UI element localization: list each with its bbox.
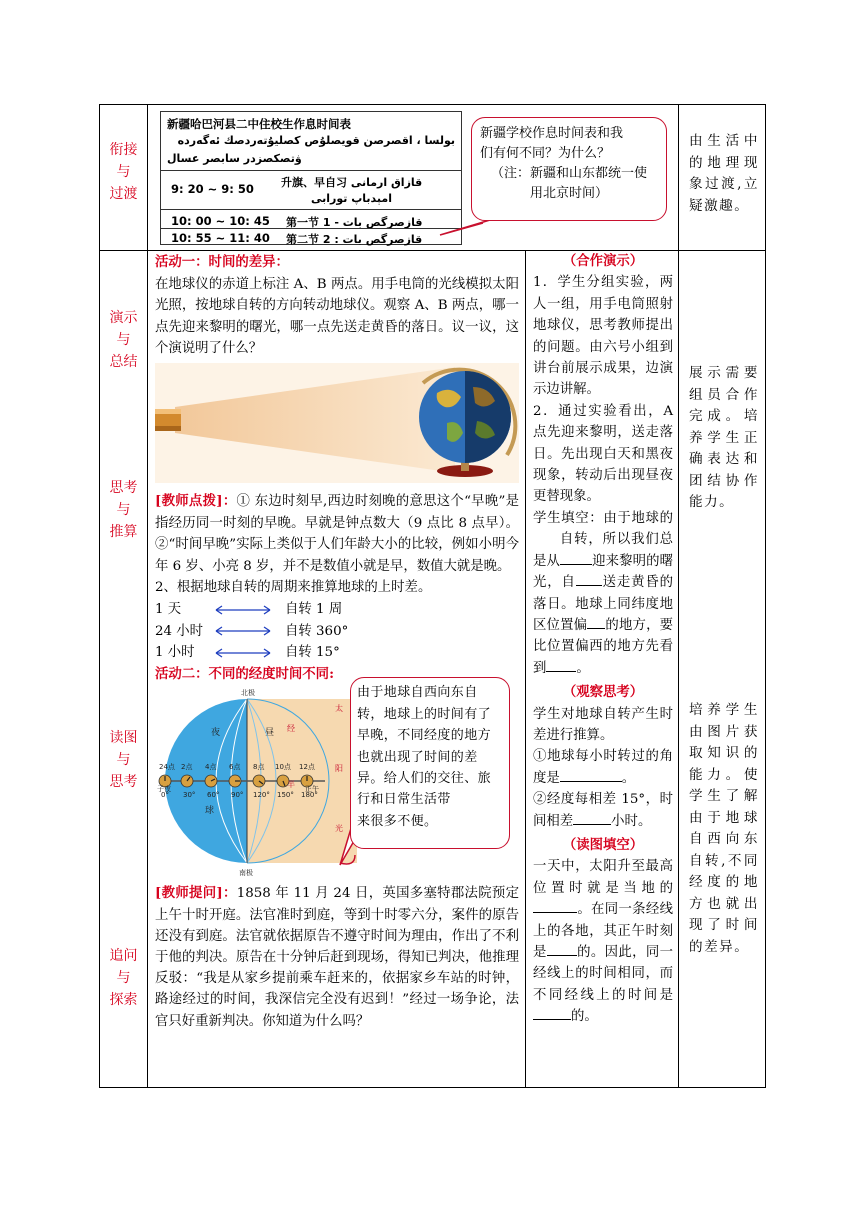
diagram-lon-3: 90°: [231, 791, 244, 800]
blank-field[interactable]: [546, 671, 576, 672]
blank-field[interactable]: [560, 781, 622, 782]
diagram-lon-4: 120°: [253, 791, 270, 800]
diagram-lon-5: 150°: [277, 791, 294, 800]
label-cell-main: [100, 251, 148, 1088]
diagram-night: 夜: [211, 728, 221, 739]
diagram-ban: 半: [287, 780, 295, 790]
diagram-time-0: 24点: [159, 763, 175, 772]
student-p1: 1．学生分组实验，两人一组，用手电筒照射地球仪，思考教师提出的问题。由六号小组到讲台前展示成果，边演示边讲解。: [533, 275, 673, 398]
blank-field[interactable]: [587, 628, 605, 629]
head-read-map: （读图填空）: [562, 836, 644, 853]
diagram-north: 北极: [241, 689, 255, 698]
label-explore: 追问 与 探索: [109, 948, 138, 1008]
diagram-time-4: 8点: [253, 763, 265, 772]
double-arrow-icon: [213, 647, 273, 659]
student-p2: 2．通过实验看出，A 点先迎来黎明，送走落日。先出现白天和黑夜现象，转动后出现昼夜更替现象。: [533, 403, 673, 505]
label-demo: 演示 与 总结: [109, 310, 138, 370]
diagram-sun-1: 太: [335, 704, 343, 714]
note-cell-transition: [679, 105, 766, 251]
lesson-plan-table: [99, 104, 766, 1088]
blank-field[interactable]: [533, 912, 577, 913]
diagram-lon-1: 30°: [183, 791, 196, 800]
diagram-lon-2: 60°: [207, 791, 220, 800]
note-cooperation: 展示需要组员合作完成。培养学生正确表达和团结协作能力。: [689, 365, 759, 510]
teacher-tip-text: ① 东边时刻早,西边时刻晚的意思这个“早晚”是指经历同一时刻的早晚。早就是钟点数大（9 点比 8 点早）。②“时间早晚”实际上类似于人们年龄大小的比较，例如小明今年 6 岁、小亮 8 岁，并不是数值小就是早，数值大就是晚。: [155, 493, 520, 574]
transition-note: 由生活中的地理现象过渡,立疑激趣。: [689, 133, 759, 214]
callout-explanation: 由于地球自西向东自 转，地球上的时间有了 早晚，不同经度的地方 也就出现了时间的差 异。给人们的交往、旅 行和日常生活带 来很多不便。: [350, 677, 510, 849]
calc-rows: [155, 599, 519, 664]
student-p6: ②经度每相差 15°，时间相差 小时。: [533, 792, 673, 829]
row-main: [100, 251, 766, 1088]
student-p3: 学生填空：由于地球的自转，所以我们总是从 迎来黎明的曙光，自 送走黄昏的落日。地球上同纬度地区位置偏 的地方，要比位置偏西的地方先看到 。: [533, 510, 674, 676]
student-activity-cell: [526, 251, 679, 1088]
main-content-cell: [148, 251, 526, 1088]
student-p4: 学生对地球自转产生时差进行推算。: [533, 706, 673, 743]
teacher-question-text: 1858 年 11 月 24 日，英国多塞特郡法院预定上午十时开庭。法官准时到庭，等到十时零六分，案件的原告还没有到庭。法官就依据原告不遵守时间为理由，作出了不利于他的判决。原告在十分钟后赶到现场，得知已判决，他推理反驳：“我是从家乡提前乘车赶来的，依据家乡车站的时钟，路途经过的时间，我深信完全没有迟到！”经过一场争论，法官只好重新判决。你知道为什么吗？: [155, 886, 519, 1029]
label-think: 思考 与 推算: [109, 480, 138, 540]
teacher-question-label: [教师提问]：: [155, 885, 237, 902]
diagram-time-5: 10点: [275, 763, 291, 772]
blank-field[interactable]: [573, 824, 611, 825]
head-observe: （观察思考）: [562, 684, 644, 701]
activity2-title: 活动二：不同的经度时间不同:: [155, 665, 335, 682]
label-read-map: 读图 与 思考: [109, 730, 138, 790]
label-cell-transition: [100, 105, 148, 251]
diagram-sun-3: 光: [335, 824, 343, 834]
schedule-item-2: 第一节 1 - قازصرگص بات: [286, 216, 423, 229]
calc-row: 24 小时 自转 360°: [155, 623, 349, 639]
double-arrow-icon: [213, 604, 273, 616]
note-cell-main: [679, 251, 766, 1088]
diagram-lon-0: 0°: [161, 791, 169, 800]
blank-field[interactable]: [533, 1019, 571, 1020]
diagram-day: 昼: [265, 728, 275, 739]
student-activity: [526, 251, 678, 1028]
diagram-time-1: 2点: [181, 763, 193, 772]
diagram-lon-6: 180°: [301, 791, 318, 800]
calc-title: 2、根据地球自转的周期来推算地球的上时差。: [155, 580, 432, 596]
diagram-time-2: 4点: [205, 763, 217, 772]
transition-content-cell: [148, 105, 679, 251]
head-cooperate: （合作演示）: [562, 253, 644, 269]
label-transition: 衔接 与 过渡: [109, 142, 138, 202]
teacher-tip: [155, 491, 519, 577]
row-transition: [100, 105, 766, 251]
diagram-time-6: 12点: [299, 763, 315, 772]
schedule-item-1b: امېدباپ تورابى: [311, 192, 392, 205]
diagram-time-3: 6点: [229, 763, 241, 772]
schedule-time-2: 10: 00 ~ 10: 45: [171, 214, 270, 228]
flashlight-globe-illustration: [155, 363, 519, 483]
note-image-skill: 培养学生由图片获取知识的能力。使学生了解由于地球自西向东自转,不同经度的地方也就出现了时间的差异。: [689, 702, 759, 955]
diagram-ball: 球: [205, 806, 215, 817]
schedule-uyghur-2: ۋتصكصزدر سابصر عسال: [167, 152, 302, 165]
callout-question: 新疆学校作息时间表和我 们有何不同？为什么？ （注：新疆和山东都统一使 用北京时间）: [471, 117, 667, 221]
schedule-item-3: 第二节 2 : قازصرگص بات: [286, 233, 423, 246]
diagram-jing: 经: [287, 724, 295, 734]
blank-field[interactable]: [547, 955, 577, 956]
schedule-title: 新疆哈巴河县二中住校生作息时间表: [167, 117, 351, 131]
activity1-title: 活动一：时间的差异：: [155, 254, 289, 270]
activity1-text: 在地球仪的赤道上标注 A、B 两点。用手电筒的光线模拟太阳光照，按地球自转的方向转动地球仪。观察 A、B 两点，哪一点先迎来黎明的曙光，哪一点先送走黄昏的落日。议一议，这个演说明了什么？: [155, 276, 519, 357]
schedule-time-3: 10: 55 ~ 11: 40: [171, 231, 270, 245]
blank-field[interactable]: [560, 564, 592, 565]
teacher-tip-label: [教师点拨]：: [155, 492, 237, 509]
diagram-sun-2: 阳: [335, 764, 343, 774]
calc-row: 1 小时 自转 15°: [155, 645, 340, 661]
schedule-time-1: 9: 20 ~ 9: 50: [171, 182, 254, 196]
student-p5: ①地球每小时转过的角度是 。: [533, 749, 673, 786]
teacher-question: [155, 883, 519, 1031]
schedule-item-1: 升旗、早自习 قازاق ارمانى: [281, 176, 423, 189]
calc-row: 1 天 自转 1 周: [155, 601, 343, 617]
activity2-area: [155, 685, 519, 877]
student-p7: 一天中，太阳升至最高位置时就是当地的。在同一条经线上的各地，其正午时刻是 的。因此，同一经线上的时间相同，而不同经线上的时间是的。: [533, 859, 673, 1025]
diagram-midnight: 子夜: [157, 785, 171, 794]
schedule-uyghur-1: بولسا ، اقصرصن قويصلۇص كصليۇتەردصك ئەگەردە: [177, 134, 455, 147]
diagram-south: 南极: [239, 869, 253, 878]
diagram-noon: 正午: [305, 785, 319, 794]
blank-field[interactable]: [576, 585, 602, 586]
double-arrow-icon: [213, 625, 273, 637]
